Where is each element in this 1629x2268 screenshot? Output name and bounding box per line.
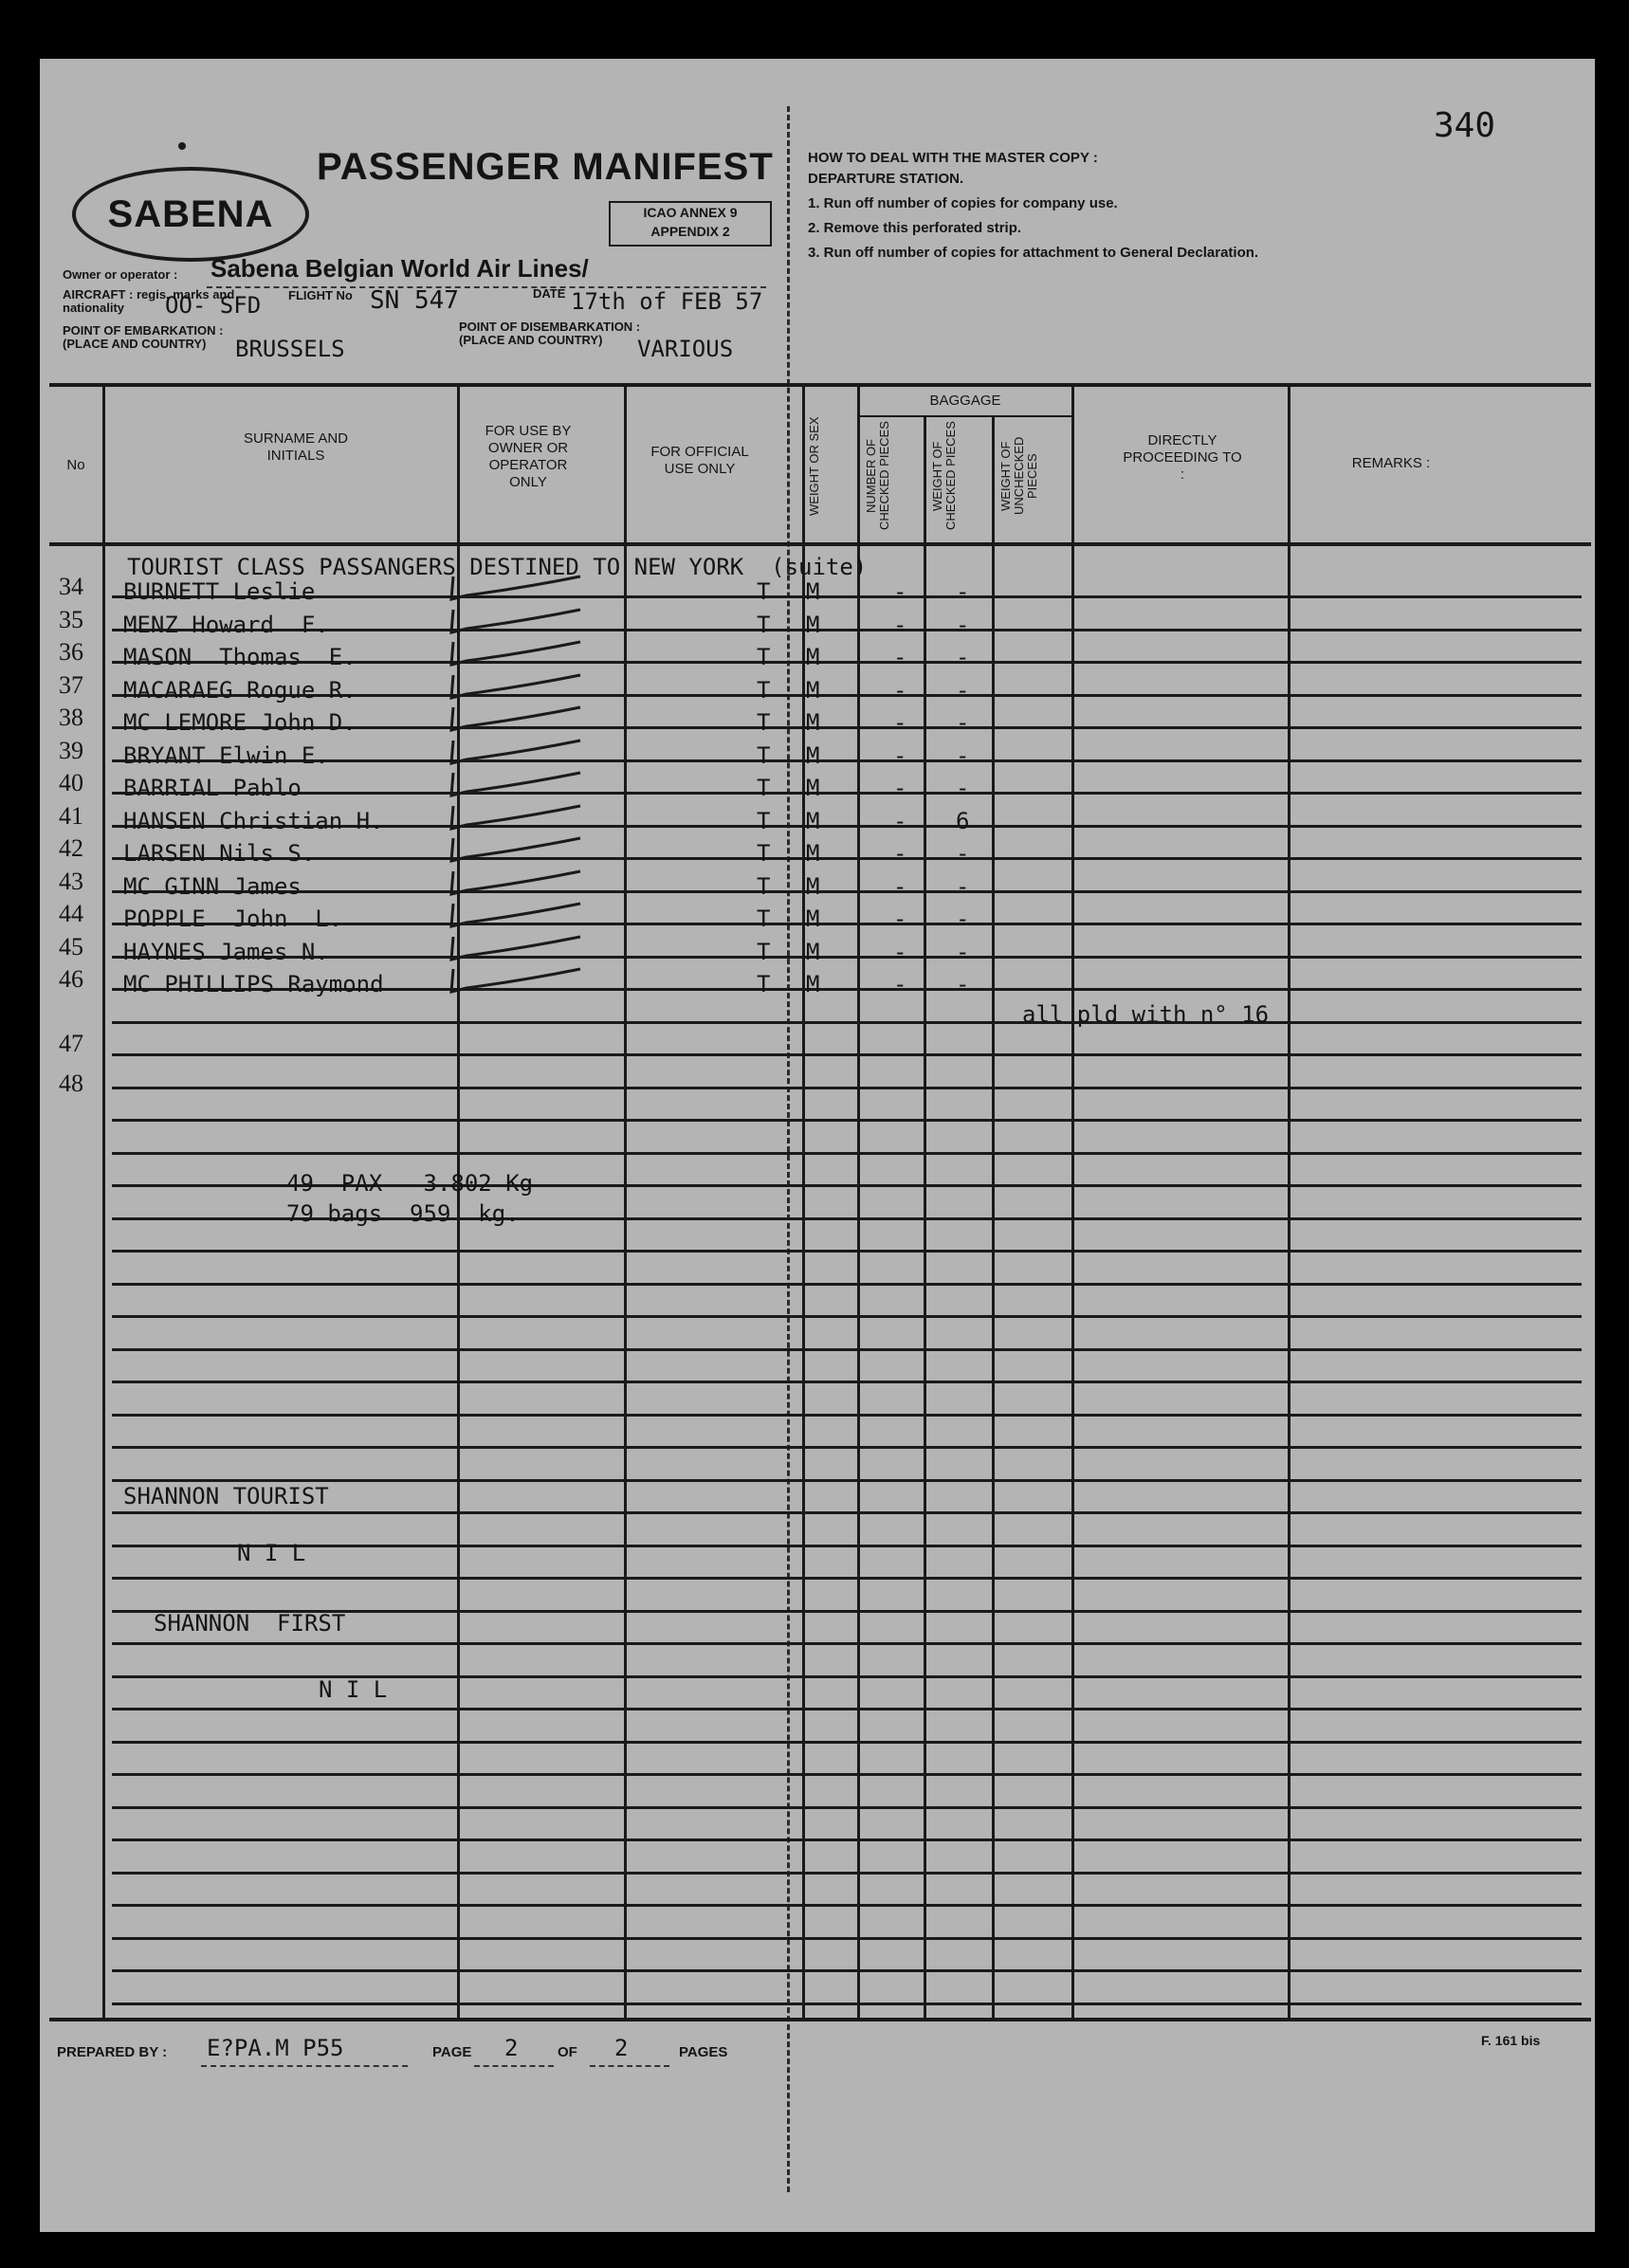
passenger-sex: M — [806, 578, 820, 605]
flight-value: SN 547 — [370, 286, 459, 315]
row46-note: all pld with n° 16 — [1022, 1001, 1270, 1028]
form-code: F. 161 bis — [1481, 2033, 1541, 2048]
bag-pieces: - — [893, 775, 907, 801]
table-row-line — [112, 1511, 1582, 1514]
table-row-line — [112, 1642, 1582, 1645]
col-header-bag-unchecked: WEIGHT OF UNCHECKED PIECES — [998, 436, 1039, 516]
row-number: 44 — [59, 900, 83, 927]
owner-value: Sabena Belgian World Air Lines/ — [210, 254, 589, 283]
check-mark-icon — [448, 832, 590, 870]
bag-pieces: - — [893, 939, 907, 965]
passenger-class: T — [757, 677, 771, 704]
passenger-name: BURNETT Leslie — [123, 578, 316, 605]
howto-step-3: 3. Run off number of copies for attachment to General Declaration. — [808, 245, 1259, 261]
aircraft-label: AIRCRAFT : regis. marks and nationality — [63, 287, 235, 315]
owner-label: Owner or operator : — [63, 267, 178, 282]
row-number: 43 — [59, 868, 83, 895]
col-line-1 — [102, 385, 105, 2020]
table-row-line — [112, 1479, 1582, 1482]
bag-weight: - — [956, 905, 970, 932]
passenger-sex: M — [806, 840, 820, 867]
table-row-line — [112, 1250, 1582, 1253]
table-row-line — [112, 1348, 1582, 1351]
passenger-class: T — [757, 578, 771, 605]
passenger-sex: M — [806, 709, 820, 736]
howto-sub: DEPARTURE STATION. — [808, 171, 964, 187]
bag-weight: - — [956, 612, 970, 638]
table-row-line — [112, 857, 1582, 860]
empty-row-number-48: 48 — [59, 1070, 83, 1097]
date-label: DATE — [533, 286, 566, 301]
passenger-name: LARSEN Nils S. — [123, 840, 316, 867]
col-header-surname: SURNAME AND INITIALS — [243, 430, 349, 464]
passenger-sex: M — [806, 775, 820, 801]
howto-title: HOW TO DEAL WITH THE MASTER COPY : — [808, 150, 1098, 166]
bag-weight: 6 — [956, 808, 970, 834]
passenger-sex: M — [806, 644, 820, 670]
table-row-line — [112, 1806, 1582, 1809]
manifest-sheet — [40, 59, 1595, 2232]
bag-weight: - — [956, 709, 970, 736]
table-row-line — [112, 956, 1582, 959]
baggage-divider — [857, 415, 1071, 417]
row-number: 35 — [59, 606, 83, 633]
table-row-line — [112, 1969, 1582, 1972]
passenger-sex: M — [806, 677, 820, 704]
col-header-official-use: FOR OFFICIAL USE ONLY — [650, 444, 749, 477]
footer-of-label: OF — [558, 2044, 577, 2060]
col-header-weight-sex: WEIGHT OR SEX — [807, 416, 821, 517]
passenger-class: T — [757, 709, 771, 736]
footer-prepared-value: E?PA.M P55 — [207, 2035, 344, 2061]
col-header-owner-use: FOR USE BY OWNER OR OPERATOR ONLY — [485, 423, 572, 490]
passenger-name: MC PHILLIPS Raymond — [123, 971, 384, 997]
page-title: PASSENGER MANIFEST — [317, 146, 774, 188]
check-mark-icon — [448, 702, 590, 740]
passenger-class: T — [757, 971, 771, 997]
table-row-line — [112, 1315, 1582, 1318]
passenger-name: BRYANT Elwin E. — [123, 742, 329, 769]
howto-step-1: 1. Run off number of copies for company use. — [808, 195, 1118, 211]
row-number: 37 — [59, 671, 83, 699]
table-row-line — [112, 1904, 1582, 1907]
passenger-sex: M — [806, 939, 820, 965]
bag-weight: - — [956, 775, 970, 801]
bag-weight: - — [956, 742, 970, 769]
howto-instructions — [808, 146, 1510, 265]
row-number: 42 — [59, 834, 83, 862]
date-value: 17th of FEB 57 — [571, 288, 763, 315]
row-number: 40 — [59, 769, 83, 796]
passenger-class: T — [757, 808, 771, 834]
bag-pieces: - — [893, 709, 907, 736]
col-header-bag-weight: WEIGHT OF CHECKED PIECES — [930, 421, 958, 531]
row-number: 46 — [59, 965, 83, 993]
passenger-class: T — [757, 742, 771, 769]
row-number: 34 — [59, 573, 83, 600]
table-row-line — [112, 2003, 1582, 2005]
totals-bags: 79 bags 959 kg. — [286, 1200, 520, 1227]
table-row-line — [112, 1381, 1582, 1383]
bag-pieces: - — [893, 677, 907, 704]
page-underline — [474, 2065, 554, 2067]
table-bottom-border — [49, 2018, 1591, 2021]
col-header-bag-number: NUMBER OF CHECKED PIECES — [864, 421, 891, 531]
passenger-class: T — [757, 873, 771, 900]
header-bottom-border — [49, 542, 1591, 546]
section-heading: TOURIST CLASS PASSANGERS DESTINED TO NEW YORK (suite) — [127, 554, 868, 580]
icao-line1: ICAO ANNEX 9 — [643, 205, 738, 220]
col-header-baggage: BAGGAGE — [929, 393, 1001, 409]
passenger-sex: M — [806, 612, 820, 638]
page-number-stamp: 340 — [1434, 106, 1496, 145]
sabena-logo: SABENA — [72, 167, 309, 262]
footer-prepared-label: PREPARED BY : — [57, 2044, 168, 2060]
passenger-name: HANSEN Christian H. — [123, 808, 384, 834]
passenger-sex: M — [806, 971, 820, 997]
passenger-name: BARRIAL Pablo — [123, 775, 302, 801]
table-row-line — [112, 629, 1582, 631]
table-row-line — [112, 1053, 1582, 1056]
table-row-line — [112, 595, 1582, 598]
passenger-name: POPPLE John L. — [123, 905, 343, 932]
shannon-first: SHANNON FIRST — [154, 1610, 346, 1637]
embarkation-label: POINT OF EMBARKATION : (PLACE AND COUNTRY) — [63, 323, 224, 351]
row-number: 45 — [59, 933, 83, 960]
table-row-line — [112, 1087, 1582, 1089]
col-header-remarks: REMARKS : — [1351, 455, 1431, 471]
shannon-first-nil: N I L — [319, 1676, 388, 1703]
footer-of-value: 2 — [614, 2035, 629, 2061]
col-header-no: No — [66, 457, 85, 473]
passenger-name: HAYNES James N. — [123, 939, 329, 965]
table-row-line — [112, 1741, 1582, 1744]
bag-weight: - — [956, 873, 970, 900]
table-row-line — [112, 1577, 1582, 1580]
flight-label: FLIGHT No — [288, 288, 353, 302]
totals-pax: 49 PAX 3.802 Kg — [286, 1170, 534, 1197]
bag-weight: - — [956, 939, 970, 965]
bag-weight: - — [956, 578, 970, 605]
check-mark-icon — [448, 963, 590, 1001]
table-row-line — [112, 792, 1582, 795]
row-number: 38 — [59, 704, 83, 731]
table-row-line — [112, 1872, 1582, 1875]
table-row-line — [112, 890, 1582, 893]
row-number: 36 — [59, 638, 83, 666]
icao-box — [609, 201, 772, 247]
bag-pieces: - — [893, 644, 907, 670]
bag-weight: - — [956, 971, 970, 997]
row-number: 41 — [59, 802, 83, 830]
passenger-name: MENZ Howard F. — [123, 612, 329, 638]
bag-pieces: - — [893, 905, 907, 932]
passenger-class: T — [757, 840, 771, 867]
table-row-line — [112, 1283, 1582, 1286]
table-row-line — [112, 1119, 1582, 1122]
passenger-sex: M — [806, 905, 820, 932]
col-header-directly: DIRECTLY PROCEEDING TO : — [1123, 432, 1242, 483]
bag-weight: - — [956, 677, 970, 704]
perforation-line — [787, 106, 790, 2192]
passenger-class: T — [757, 939, 771, 965]
passenger-sex: M — [806, 742, 820, 769]
table-row-line — [112, 1021, 1582, 1024]
bag-pieces: - — [893, 612, 907, 638]
bag-pieces: - — [893, 578, 907, 605]
of-underline — [590, 2065, 669, 2067]
passenger-class: T — [757, 775, 771, 801]
passenger-name: MASON Thomas E. — [123, 644, 357, 670]
check-mark-icon — [448, 898, 590, 936]
bag-pieces: - — [893, 742, 907, 769]
table-row-line — [112, 1708, 1582, 1710]
passenger-sex: M — [806, 808, 820, 834]
table-row-line — [112, 1446, 1582, 1449]
passenger-name: MC LEMORE John D. — [123, 709, 357, 736]
table-row-line — [112, 759, 1582, 762]
bag-pieces: - — [893, 808, 907, 834]
passenger-class: T — [757, 644, 771, 670]
table-row-line — [112, 1773, 1582, 1776]
bag-pieces: - — [893, 971, 907, 997]
disembarkation-label: POINT OF DISEMBARKATION : (PLACE AND COUNTRY) — [459, 320, 641, 347]
table-row-line — [112, 1937, 1582, 1940]
shannon-tourist: SHANNON TOURIST — [123, 1483, 329, 1509]
table-row-line — [112, 1414, 1582, 1417]
check-mark-icon — [448, 767, 590, 805]
row-number: 39 — [59, 737, 83, 764]
table-row-line — [112, 1838, 1582, 1841]
passenger-name: MACARAEG Rogue R. — [123, 677, 357, 704]
disembarkation-value: VARIOUS — [637, 336, 734, 362]
bag-pieces: - — [893, 840, 907, 867]
aircraft-value: OO- SFD — [165, 292, 262, 319]
embarkation-value: BRUSSELS — [235, 336, 345, 362]
check-mark-icon — [448, 571, 590, 609]
ink-dot — [178, 142, 186, 150]
footer-page-value: 2 — [504, 2035, 519, 2061]
icao-line2: APPENDIX 2 — [650, 224, 730, 239]
footer-page-label: PAGE — [432, 2044, 472, 2060]
passenger-class: T — [757, 612, 771, 638]
passenger-class: T — [757, 905, 771, 932]
table-top-border — [49, 383, 1591, 387]
bag-pieces: - — [893, 873, 907, 900]
shannon-tourist-nil: N I L — [237, 1540, 306, 1566]
bag-weight: - — [956, 644, 970, 670]
prepared-underline — [201, 2065, 408, 2067]
table-row-line — [112, 1545, 1582, 1547]
howto-step-2: 2. Remove this perforated strip. — [808, 220, 1022, 236]
passenger-sex: M — [806, 873, 820, 900]
footer-pages-label: PAGES — [679, 2044, 728, 2060]
bag-weight: - — [956, 840, 970, 867]
passenger-name: MC GINN James — [123, 873, 302, 900]
table-row-line — [112, 1152, 1582, 1155]
check-mark-icon — [448, 636, 590, 674]
empty-row-number-47: 47 — [59, 1030, 83, 1057]
